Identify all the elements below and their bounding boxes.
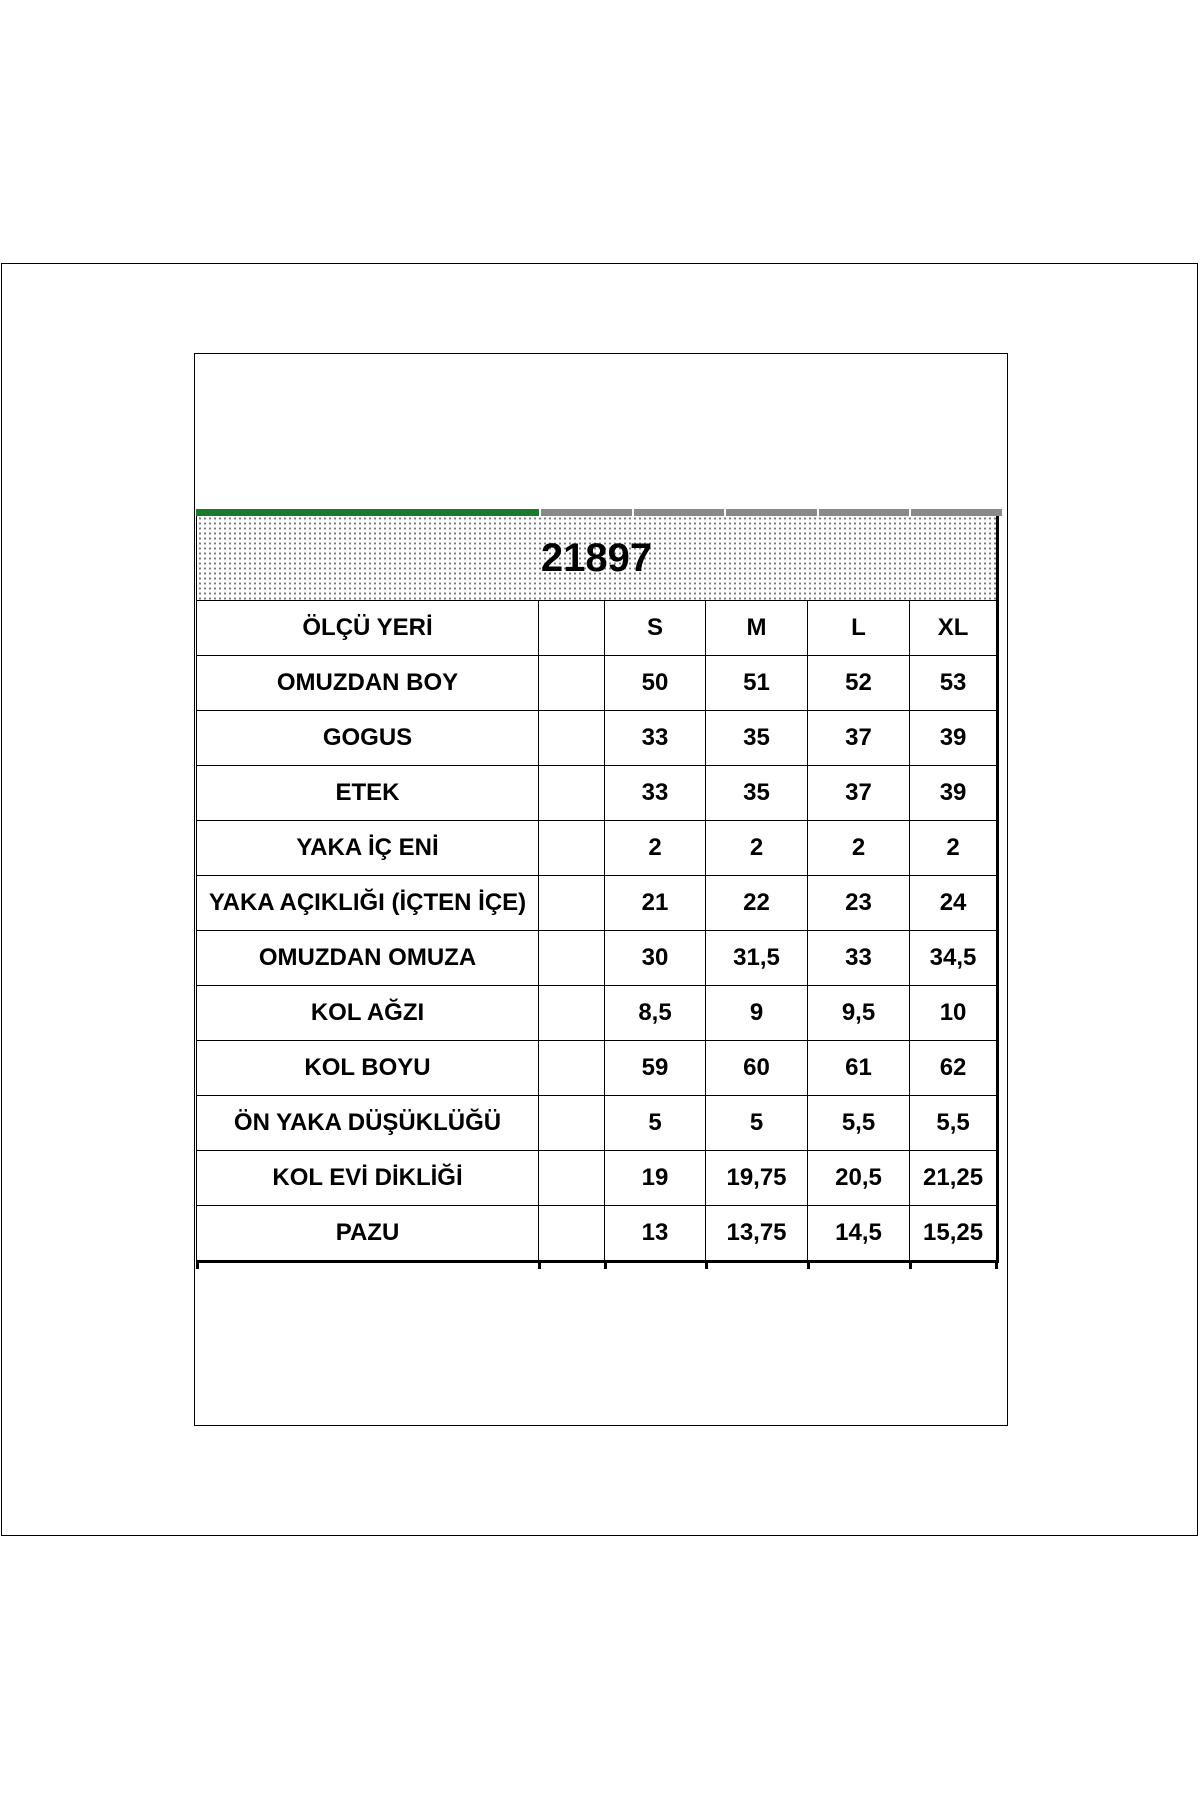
value-cell-m: 2 xyxy=(706,821,808,876)
size-chart xyxy=(196,509,1002,1273)
value-cell-m: 5 xyxy=(706,1096,808,1151)
table-row xyxy=(197,876,998,931)
row-label: YAKA İÇ ENİ xyxy=(197,821,539,876)
top-rule-gray-segment xyxy=(909,509,1002,516)
value-cell-m: 9 xyxy=(706,986,808,1041)
size-table xyxy=(196,516,999,1263)
row-label: PAZU xyxy=(197,1206,539,1262)
top-rule-gray-segment xyxy=(632,509,725,516)
table-row xyxy=(197,1041,998,1096)
value-cell-m: 19,75 xyxy=(706,1151,808,1206)
value-cell-m: 31,5 xyxy=(706,931,808,986)
empty-cell xyxy=(539,656,605,711)
table-row xyxy=(197,931,998,986)
empty-cell xyxy=(539,821,605,876)
header-size-xl: XL xyxy=(910,601,998,656)
value-cell-l: 5,5 xyxy=(808,1096,910,1151)
value-cell-s: 21 xyxy=(605,876,706,931)
empty-cell xyxy=(539,1041,605,1096)
value-cell-s: 33 xyxy=(605,711,706,766)
value-cell-l: 52 xyxy=(808,656,910,711)
table-row xyxy=(197,821,998,876)
table-row xyxy=(197,986,998,1041)
value-cell-s: 5 xyxy=(605,1096,706,1151)
value-cell-m: 22 xyxy=(706,876,808,931)
value-cell-s: 19 xyxy=(605,1151,706,1206)
value-cell-xl: 5,5 xyxy=(910,1096,998,1151)
row-label: GOGUS xyxy=(197,711,539,766)
value-cell-xl: 34,5 xyxy=(910,931,998,986)
empty-cell xyxy=(539,931,605,986)
header-label: ÖLÇÜ YERİ xyxy=(197,601,539,656)
value-cell-xl: 24 xyxy=(910,876,998,931)
value-cell-l: 20,5 xyxy=(808,1151,910,1206)
value-cell-m: 13,75 xyxy=(706,1206,808,1262)
tick-mark xyxy=(909,1261,912,1269)
value-cell-l: 14,5 xyxy=(808,1206,910,1262)
value-cell-s: 8,5 xyxy=(605,986,706,1041)
header-size-m: M xyxy=(706,601,808,656)
row-label: ÖN YAKA DÜŞÜKLÜĞÜ xyxy=(197,1096,539,1151)
table-row xyxy=(197,1151,998,1206)
row-label: ETEK xyxy=(197,766,539,821)
value-cell-s: 2 xyxy=(605,821,706,876)
empty-cell xyxy=(539,766,605,821)
table-row xyxy=(197,766,998,821)
value-cell-xl: 53 xyxy=(910,656,998,711)
empty-cell xyxy=(539,1206,605,1262)
value-cell-xl: 39 xyxy=(910,711,998,766)
header-size-s: S xyxy=(605,601,706,656)
value-cell-s: 59 xyxy=(605,1041,706,1096)
tick-mark xyxy=(604,1261,607,1269)
value-cell-l: 2 xyxy=(808,821,910,876)
value-cell-s: 50 xyxy=(605,656,706,711)
value-cell-m: 60 xyxy=(706,1041,808,1096)
top-rule-green-segment xyxy=(196,509,539,516)
top-rule-gray-segment xyxy=(817,509,910,516)
header-empty-cell xyxy=(539,601,605,656)
tick-mark xyxy=(995,1261,998,1269)
bottom-ticks xyxy=(196,1263,1002,1273)
empty-cell xyxy=(539,1151,605,1206)
value-cell-l: 37 xyxy=(808,711,910,766)
header-row xyxy=(197,601,998,656)
title-row xyxy=(197,516,998,601)
tick-mark xyxy=(196,1261,199,1269)
value-cell-xl: 62 xyxy=(910,1041,998,1096)
value-cell-m: 35 xyxy=(706,766,808,821)
row-label: YAKA AÇIKLIĞI (İÇTEN İÇE) xyxy=(197,876,539,931)
table-row xyxy=(197,711,998,766)
table-row xyxy=(197,1206,998,1262)
value-cell-xl: 39 xyxy=(910,766,998,821)
value-cell-m: 51 xyxy=(706,656,808,711)
row-label: KOL EVİ DİKLİĞİ xyxy=(197,1151,539,1206)
empty-cell xyxy=(539,876,605,931)
value-cell-s: 30 xyxy=(605,931,706,986)
empty-cell xyxy=(539,986,605,1041)
row-label: KOL BOYU xyxy=(197,1041,539,1096)
row-label: KOL AĞZI xyxy=(197,986,539,1041)
tick-mark xyxy=(807,1261,810,1269)
top-rule-gray-segment xyxy=(539,509,632,516)
value-cell-xl: 15,25 xyxy=(910,1206,998,1262)
value-cell-xl: 21,25 xyxy=(910,1151,998,1206)
row-label: OMUZDAN OMUZA xyxy=(197,931,539,986)
header-size-l: L xyxy=(808,601,910,656)
value-cell-xl: 2 xyxy=(910,821,998,876)
empty-cell xyxy=(539,711,605,766)
tick-mark xyxy=(538,1261,541,1269)
table-row xyxy=(197,656,998,711)
value-cell-m: 35 xyxy=(706,711,808,766)
top-rule-gray-segment xyxy=(724,509,817,516)
value-cell-l: 9,5 xyxy=(808,986,910,1041)
empty-cell xyxy=(539,1096,605,1151)
tick-mark xyxy=(705,1261,708,1269)
top-rule xyxy=(196,509,1002,516)
value-cell-s: 13 xyxy=(605,1206,706,1262)
value-cell-l: 23 xyxy=(808,876,910,931)
value-cell-xl: 10 xyxy=(910,986,998,1041)
model-number: 21897 xyxy=(197,516,998,601)
table-row xyxy=(197,1096,998,1151)
value-cell-s: 33 xyxy=(605,766,706,821)
value-cell-l: 37 xyxy=(808,766,910,821)
value-cell-l: 61 xyxy=(808,1041,910,1096)
row-label: OMUZDAN BOY xyxy=(197,656,539,711)
value-cell-l: 33 xyxy=(808,931,910,986)
